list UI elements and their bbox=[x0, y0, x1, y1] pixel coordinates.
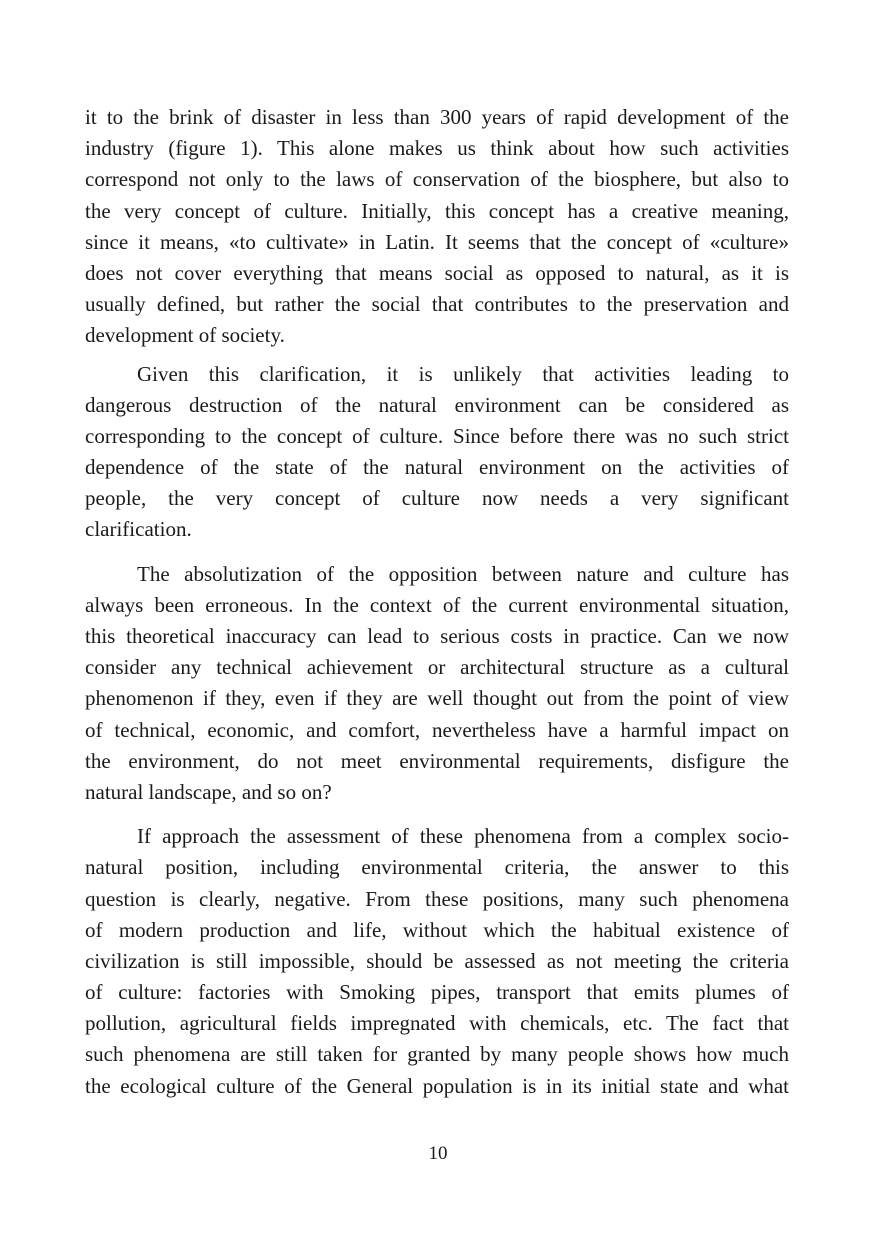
text-line: dependence of the state of the natural environment on the activities of bbox=[85, 455, 789, 480]
paragraph bbox=[85, 559, 789, 809]
text-line: corresponding to the concept of culture. Since before there was no such strict bbox=[85, 423, 789, 448]
text-line: natural landscape, and so on? bbox=[85, 779, 332, 804]
text-line: people, the very concept of culture now needs a very significant bbox=[85, 486, 789, 511]
text-line: pollution, agricultural fields impregnated with chemicals, etc. The fact that bbox=[85, 1011, 789, 1036]
text-line: clarification. bbox=[85, 517, 192, 542]
text-line: consider any technical achievement or architectural structure as a cultural bbox=[85, 655, 789, 680]
paragraph bbox=[85, 359, 789, 546]
text-line: of technical, economic, and comfort, nevertheless have a harmful impact on bbox=[85, 717, 789, 742]
text-line: the ecological culture of the General population is in its initial state and what bbox=[85, 1073, 789, 1098]
paragraph bbox=[85, 821, 789, 1102]
page-number: 10 bbox=[428, 1143, 448, 1164]
text-line: phenomenon if they, even if they are well thought out from the point of view bbox=[85, 686, 789, 711]
text-line: always been erroneous. In the context of the current environmental situation, bbox=[85, 592, 789, 617]
text-line: natural position, including environmental criteria, the answer to this bbox=[85, 855, 789, 880]
text-line: civilization is still impossible, should be assessed as not meeting the criteria bbox=[85, 948, 789, 973]
text-line: Given this clarification, it is unlikely that activities leading to bbox=[137, 361, 789, 386]
text-line: The absolutization of the opposition between nature and culture has bbox=[137, 561, 789, 586]
text-line: usually defined, but rather the social that contributes to the preservation and bbox=[85, 292, 789, 317]
text-line: If approach the assessment of these phenomena from a complex socio- bbox=[137, 824, 789, 849]
text-line: does not cover everything that means social as opposed to natural, as it is bbox=[85, 260, 789, 285]
text-line: dangerous destruction of the natural environment can be considered as bbox=[85, 392, 789, 417]
text-line: such phenomena are still taken for granted by many people shows how much bbox=[85, 1042, 789, 1067]
text-line: of modern production and life, without which the habitual existence of bbox=[85, 917, 789, 942]
text-line: question is clearly, negative. From these positions, many such phenomena bbox=[85, 886, 789, 911]
text-line: the very concept of culture. Initially, this concept has a creative meaning, bbox=[85, 198, 789, 223]
text-line: it to the brink of disaster in less than 300 years of rapid development of the bbox=[85, 105, 789, 129]
text-line: of culture: factories with Smoking pipes, transport that emits plumes of bbox=[85, 980, 789, 1005]
text-line: industry (figure 1). This alone makes us think about how such activities bbox=[85, 136, 789, 161]
text-line: this theoretical inaccuracy can lead to serious costs in practice. Can we now bbox=[85, 624, 789, 648]
text-line: correspond not only to the laws of conservation of the biosphere, but also to bbox=[85, 167, 789, 192]
text-line: development of society. bbox=[85, 323, 285, 348]
text-line: the environment, do not meet environmental requirements, disfigure the bbox=[85, 748, 789, 773]
paragraph bbox=[85, 102, 789, 352]
body-text bbox=[85, 102, 789, 1102]
text-line: since it means, «to cultivate» in Latin. It seems that the concept of «culture» bbox=[85, 229, 789, 254]
